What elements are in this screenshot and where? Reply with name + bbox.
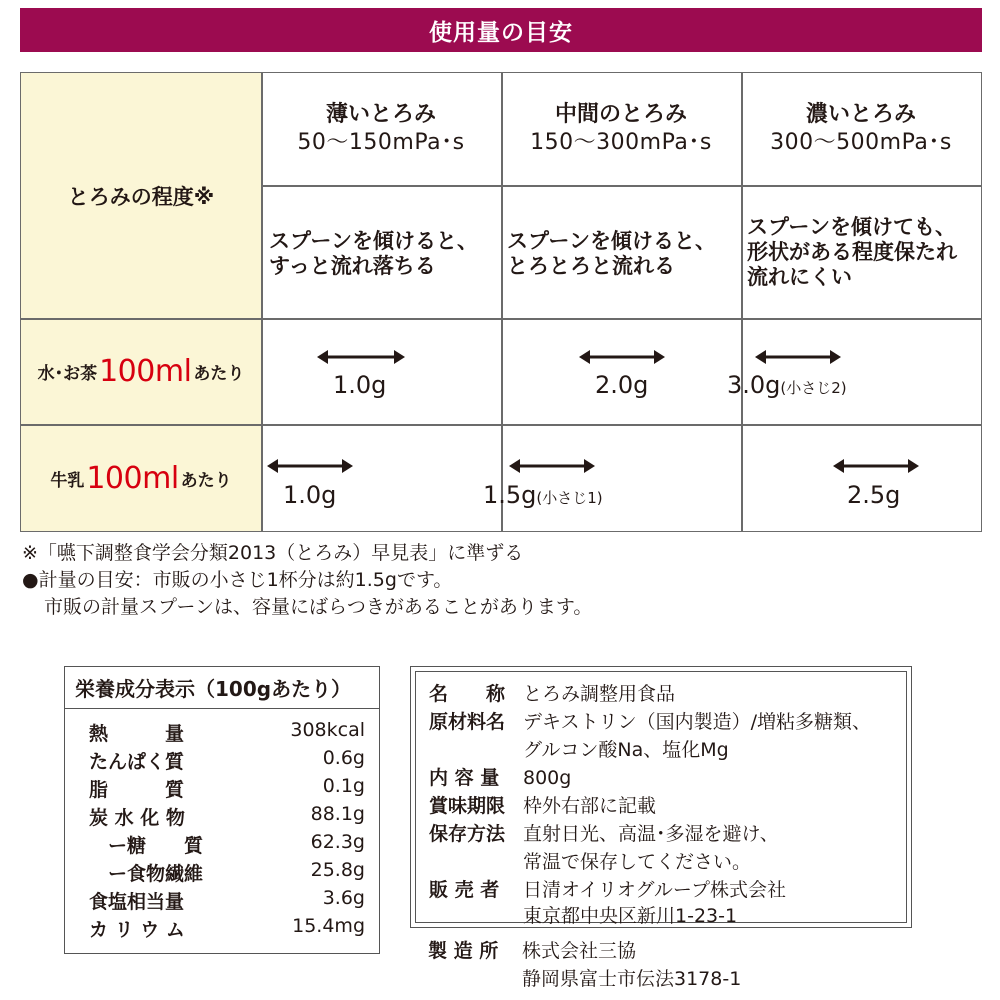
manufacturer-row: 製 造 所 株式会社三協 bbox=[428, 940, 637, 962]
level-description-thick bbox=[747, 215, 957, 290]
footnote-measure: ●計量の目安：市販の小さじ1杯分は約1.5gです。 bbox=[22, 569, 453, 591]
level-header-thin bbox=[261, 93, 501, 165]
spec-row: 賞味期限 枠外右部に記載 bbox=[429, 795, 657, 817]
product-spec-box bbox=[410, 666, 912, 928]
level-name: 中間のとろみ bbox=[554, 102, 687, 127]
spec-row: グルコン酸Na、塩化Mg bbox=[523, 739, 729, 761]
level-viscosity: 300～500mPa･s bbox=[770, 130, 952, 155]
amount-value: 2.5g bbox=[847, 481, 901, 509]
level-viscosity: 150～300mPa･s bbox=[530, 130, 712, 155]
footnotes bbox=[22, 540, 592, 621]
spec-row: 常温で保存してください。 bbox=[523, 851, 752, 873]
section-title-banner bbox=[20, 8, 982, 52]
row-label-water-tea bbox=[21, 319, 261, 424]
row-label-suffix: あたり bbox=[193, 364, 245, 384]
spec-row: 東京都中央区新川1-23-1 bbox=[523, 905, 738, 927]
usage-table bbox=[20, 72, 982, 532]
level-header-thick bbox=[741, 93, 981, 165]
section-title: 使用量の目安 bbox=[429, 19, 573, 46]
nutrition-row: 食塩相当量 3.6g bbox=[89, 887, 365, 913]
description-line: すっと流れ落ちる bbox=[269, 254, 436, 278]
level-description-thin bbox=[269, 229, 478, 279]
range-arrow-icon bbox=[317, 350, 405, 364]
row-label-prefix: 水･お茶 bbox=[37, 364, 98, 384]
spec-row: 販 売 者 日清オイリオグループ株式会社 bbox=[429, 879, 786, 901]
nutrition-title: 栄養成分表示（100gあたり） bbox=[65, 667, 379, 709]
amount-value: 1.0g bbox=[333, 371, 387, 399]
nutrition-row: たんぱく質 0.6g bbox=[89, 747, 365, 773]
row-label-suffix: あたり bbox=[180, 470, 232, 491]
description-line: スプーンを傾けると、 bbox=[269, 229, 478, 253]
spec-row: 内 容 量 800g bbox=[429, 767, 572, 789]
range-arrow-icon bbox=[833, 459, 919, 473]
description-line: 流れにくい bbox=[747, 265, 852, 289]
row-label-amount: 100ml bbox=[99, 354, 192, 389]
level-description-medium bbox=[507, 229, 716, 279]
footnote-standard: ※「嚥下調整食学会分類2013（とろみ）早見表」に準ずる bbox=[22, 542, 524, 564]
nutrition-row: 炭 水 化 物 88.1g bbox=[89, 803, 365, 829]
description-line: 形状がある程度保たれ bbox=[747, 240, 957, 264]
row-label-milk bbox=[21, 425, 261, 531]
amount-value: 1.5g(小さじ1) bbox=[483, 481, 603, 509]
nutrition-row: ー食物繊維 25.8g bbox=[89, 859, 365, 885]
nutrition-row: カ リ ウ ム 15.4mg bbox=[89, 915, 365, 941]
degree-label-text: とろみの程度※ bbox=[67, 184, 215, 209]
level-name: 濃いとろみ bbox=[805, 102, 916, 127]
nutrition-row: ー糖 質 62.3g bbox=[89, 831, 365, 857]
row-label-amount: 100ml bbox=[86, 460, 179, 496]
spec-row: 原材料名 デキストリン（国内製造）/増粘多糖類、 bbox=[429, 711, 872, 733]
amount-value: 1.0g bbox=[283, 481, 337, 509]
range-arrow-icon bbox=[509, 459, 595, 473]
nutrition-row: 脂 質 0.1g bbox=[89, 775, 365, 801]
level-name: 薄いとろみ bbox=[325, 102, 436, 127]
row-label-prefix: 牛乳 bbox=[50, 470, 85, 491]
range-arrow-icon bbox=[267, 459, 353, 473]
description-line: スプーンを傾けると、 bbox=[507, 229, 716, 253]
range-arrow-icon bbox=[755, 350, 841, 364]
description-line: スプーンを傾けても、 bbox=[747, 215, 956, 239]
spec-row: 名 称 とろみ調整用食品 bbox=[429, 683, 676, 705]
amount-value: 3.0g(小さじ2) bbox=[727, 371, 847, 399]
manufacturer-address-row: 静岡県富士市伝法3178-1 bbox=[522, 968, 742, 990]
spec-row: 保存方法 直射日光、高温･多湿を避け、 bbox=[429, 823, 779, 845]
description-line: とろとろと流れる bbox=[507, 254, 675, 278]
range-arrow-icon bbox=[579, 350, 665, 364]
nutrition-facts-box bbox=[64, 666, 380, 954]
amount-value: 2.0g bbox=[595, 371, 649, 399]
level-header-medium bbox=[501, 93, 741, 165]
footnote-spoon: 市販の計量スプーンは、容量にばらつきがあることがあります。 bbox=[44, 596, 593, 618]
level-viscosity: 50～150mPa･s bbox=[297, 130, 465, 155]
degree-label bbox=[21, 73, 261, 318]
nutrition-row: 熱 量 308kcal bbox=[89, 719, 365, 745]
